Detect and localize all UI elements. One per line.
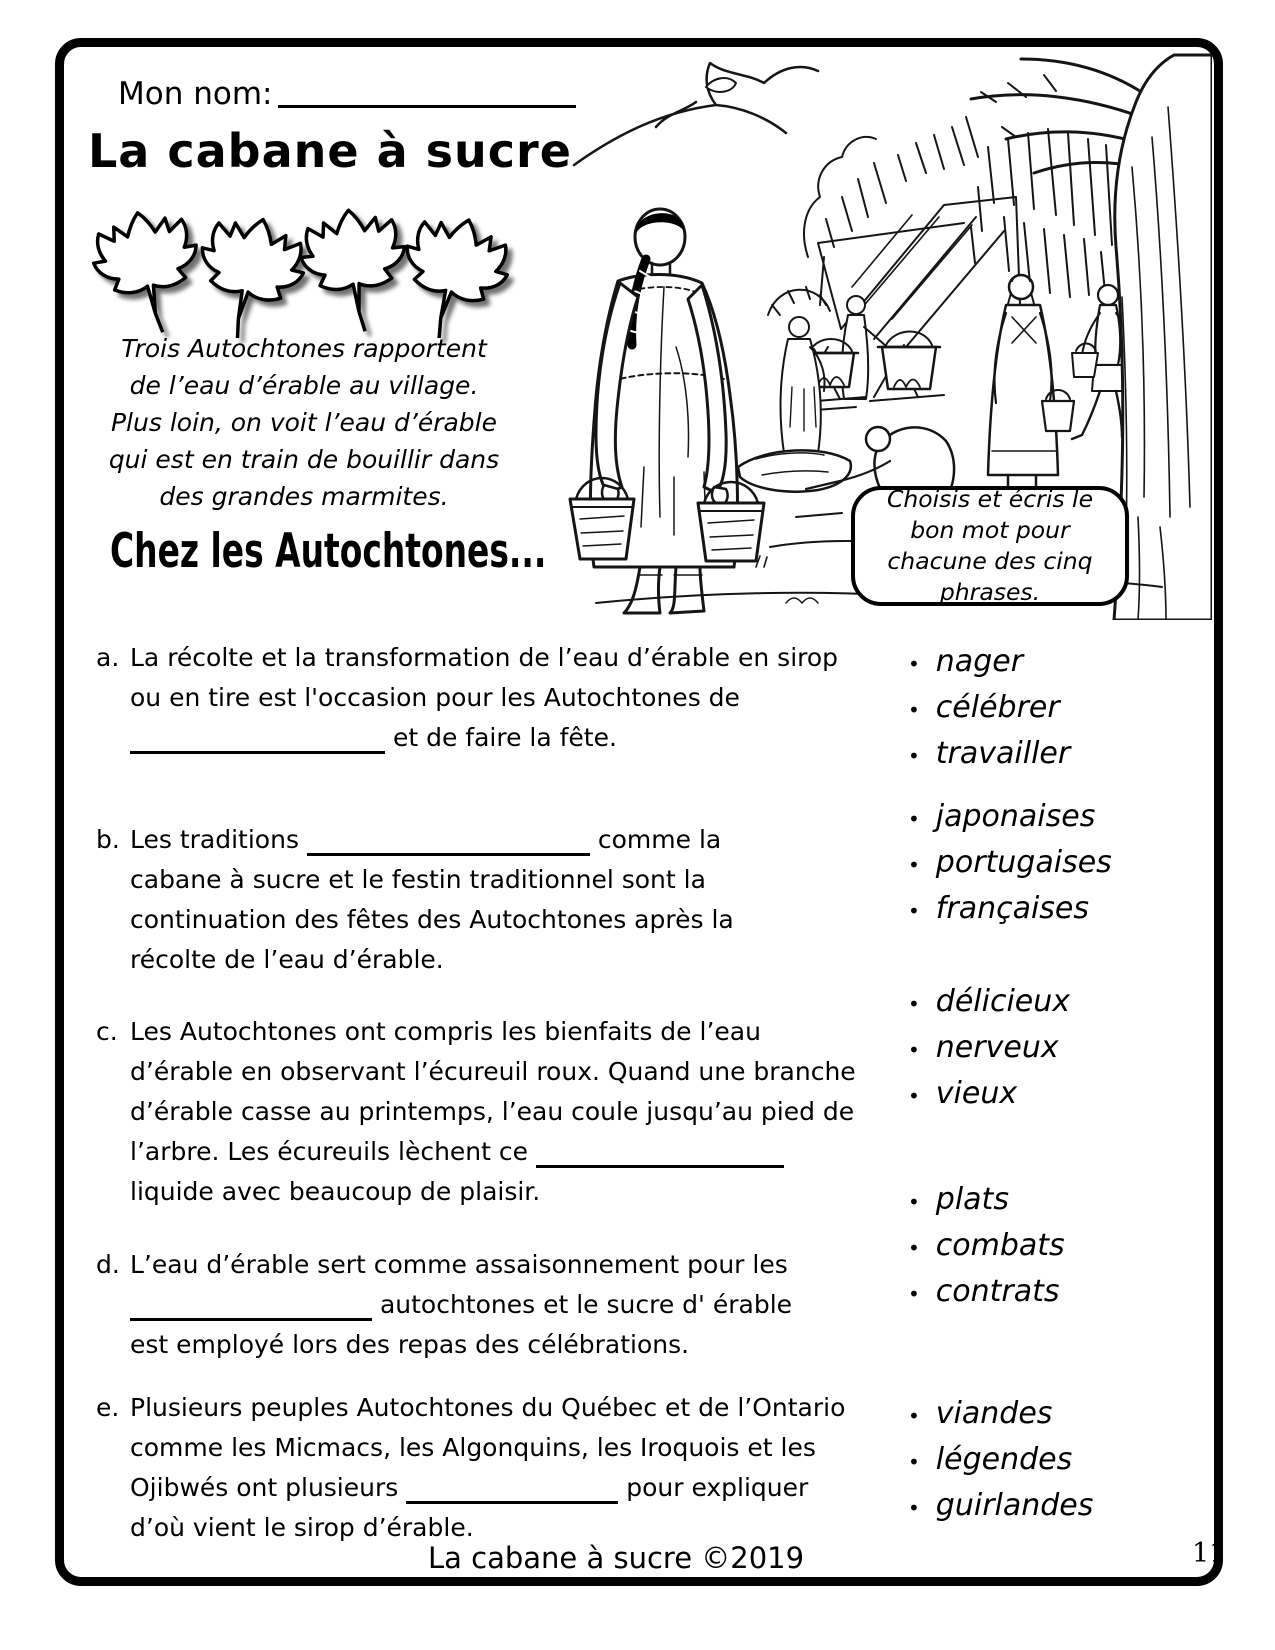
question-text: Plusieurs peuples Autochtones du Québec et de l’Ontario [130,1393,846,1422]
word-label: travailler [935,736,1071,771]
instruction-text: Choisis et écris le bon mot pour chacune des cinq phrases. [886,485,1094,606]
bullet-icon: • [908,652,920,676]
section-heading: Chez les Autochtones... [110,524,547,579]
bullet-icon: • [908,1496,920,1520]
bullet-icon: • [908,1084,920,1108]
word-option [908,686,1070,732]
wordlist-c [908,980,1070,1118]
question-text: ou en tire est l'occasion pour les Autochtones de [130,683,740,712]
maple-leaf-icon [297,205,413,337]
word-option [908,1026,1070,1072]
name-blank-line[interactable] [278,74,576,108]
word-option [908,1072,1070,1118]
word-label: vieux [935,1076,1018,1111]
question-text: Les traditions [130,825,299,854]
question-text: cabane à sucre et le festin traditionnel sont la [130,865,706,894]
bullet-icon: • [908,698,920,722]
question-text: d’érable en observant l’écureuil roux. Quand une branche [130,1057,856,1086]
question-letter: c. [96,1017,118,1046]
question-text: pour expliquer [626,1473,809,1502]
page-number: 11 [1192,1538,1227,1569]
word-option [908,1178,1065,1224]
word-option [908,1270,1065,1316]
question-d [96,1245,891,1365]
bullet-icon: • [908,1450,920,1474]
wordlist-b [908,795,1112,933]
word-label: délicieux [935,984,1071,1019]
word-option [908,1438,1093,1484]
question-text: l’arbre. Les écureuils lèchent ce [130,1137,529,1166]
word-label: portugaises [935,845,1112,880]
question-text: d’où vient le sirop d’érable. [130,1513,474,1542]
maple-leaf-icon [385,206,512,338]
word-label: françaises [935,891,1090,926]
word-option [908,1224,1065,1270]
question-letter: d. [96,1250,120,1279]
question-a [96,638,891,758]
answer-blank-d[interactable] [130,1292,372,1321]
answer-blank-c[interactable] [536,1139,784,1168]
word-label: nager [935,644,1024,679]
word-label: plats [935,1182,1009,1217]
maple-leaves-graphic [92,188,512,338]
wordlist-e [908,1392,1093,1530]
word-option [908,1484,1093,1530]
bullet-icon: • [908,1038,920,1062]
bullet-icon: • [908,1404,920,1428]
footer-credit: La cabane à sucre ©2019 [428,1541,805,1575]
question-text: Les Autochtones ont compris les bienfaits de l’eau [130,1017,761,1046]
question-c [96,1012,891,1212]
word-option [908,887,1112,933]
bullet-icon: • [908,1190,920,1214]
question-text: L’eau d’érable sert comme assaisonnement pour les [130,1250,788,1279]
word-option [908,732,1070,778]
question-letter: b. [96,825,120,854]
question-letter: a. [96,643,120,672]
bullet-icon: • [908,744,920,768]
question-text: La récolte et la transformation de l’eau d’érable en sirop [130,643,839,672]
maple-leaf-icon [183,207,313,338]
word-option [908,1392,1093,1438]
bullet-icon: • [908,992,920,1016]
word-label: japonaises [935,799,1096,834]
bullet-icon: • [908,899,920,923]
word-option [908,795,1112,841]
name-label: Mon nom: [118,76,273,112]
wordlist-d [908,1178,1065,1316]
question-text: continuation des fêtes des Autochtones après la [130,905,734,934]
page-title: La cabane à sucre [88,124,572,178]
answer-blank-b[interactable] [307,827,590,856]
name-row [118,74,576,112]
question-text: Ojibwés ont plusieurs [130,1473,399,1502]
word-label: contrats [935,1274,1060,1309]
wordlist-a [908,640,1070,778]
question-text: comme les Micmacs, les Algonquins, les Iroquois et les [130,1433,816,1462]
question-b [96,820,891,980]
bullet-icon: • [908,853,920,877]
intro-caption: Trois Autochtones rapportent de l’eau d’érable au village. Plus loin, on voit l’eau d’érable qui est en train de bouillir dans des grandes marmites. [108,334,500,511]
question-text: d’érable casse au printemps, l’eau coule jusqu’au pied de [130,1097,855,1126]
instruction-bubble [851,486,1129,606]
question-text: est employé lors des repas des célébrations. [130,1330,690,1359]
word-label: guirlandes [935,1488,1094,1523]
word-option [908,841,1112,887]
maple-leaf-icon [92,204,210,338]
question-e [96,1388,891,1548]
question-text: comme la [597,825,722,854]
question-text: autochtones et le sucre d' érable [379,1290,793,1319]
word-option [908,980,1070,1026]
bullet-icon: • [908,1282,920,1306]
question-letter: e. [96,1393,120,1422]
word-label: combats [935,1228,1065,1263]
bullet-icon: • [908,1236,920,1260]
question-text: liquide avec beaucoup de plaisir. [130,1177,541,1206]
question-text: récolte de l’eau d’érable. [130,945,444,974]
questions-column [96,638,891,1548]
word-option [908,640,1070,686]
answer-blank-e[interactable] [406,1475,618,1504]
word-label: célébrer [935,690,1060,725]
word-label: viandes [935,1396,1053,1431]
bullet-icon: • [908,807,920,831]
answer-blank-a[interactable] [130,725,385,754]
question-text: et de faire la fête. [392,723,617,752]
word-label: légendes [935,1442,1073,1477]
word-label: nerveux [935,1030,1059,1065]
